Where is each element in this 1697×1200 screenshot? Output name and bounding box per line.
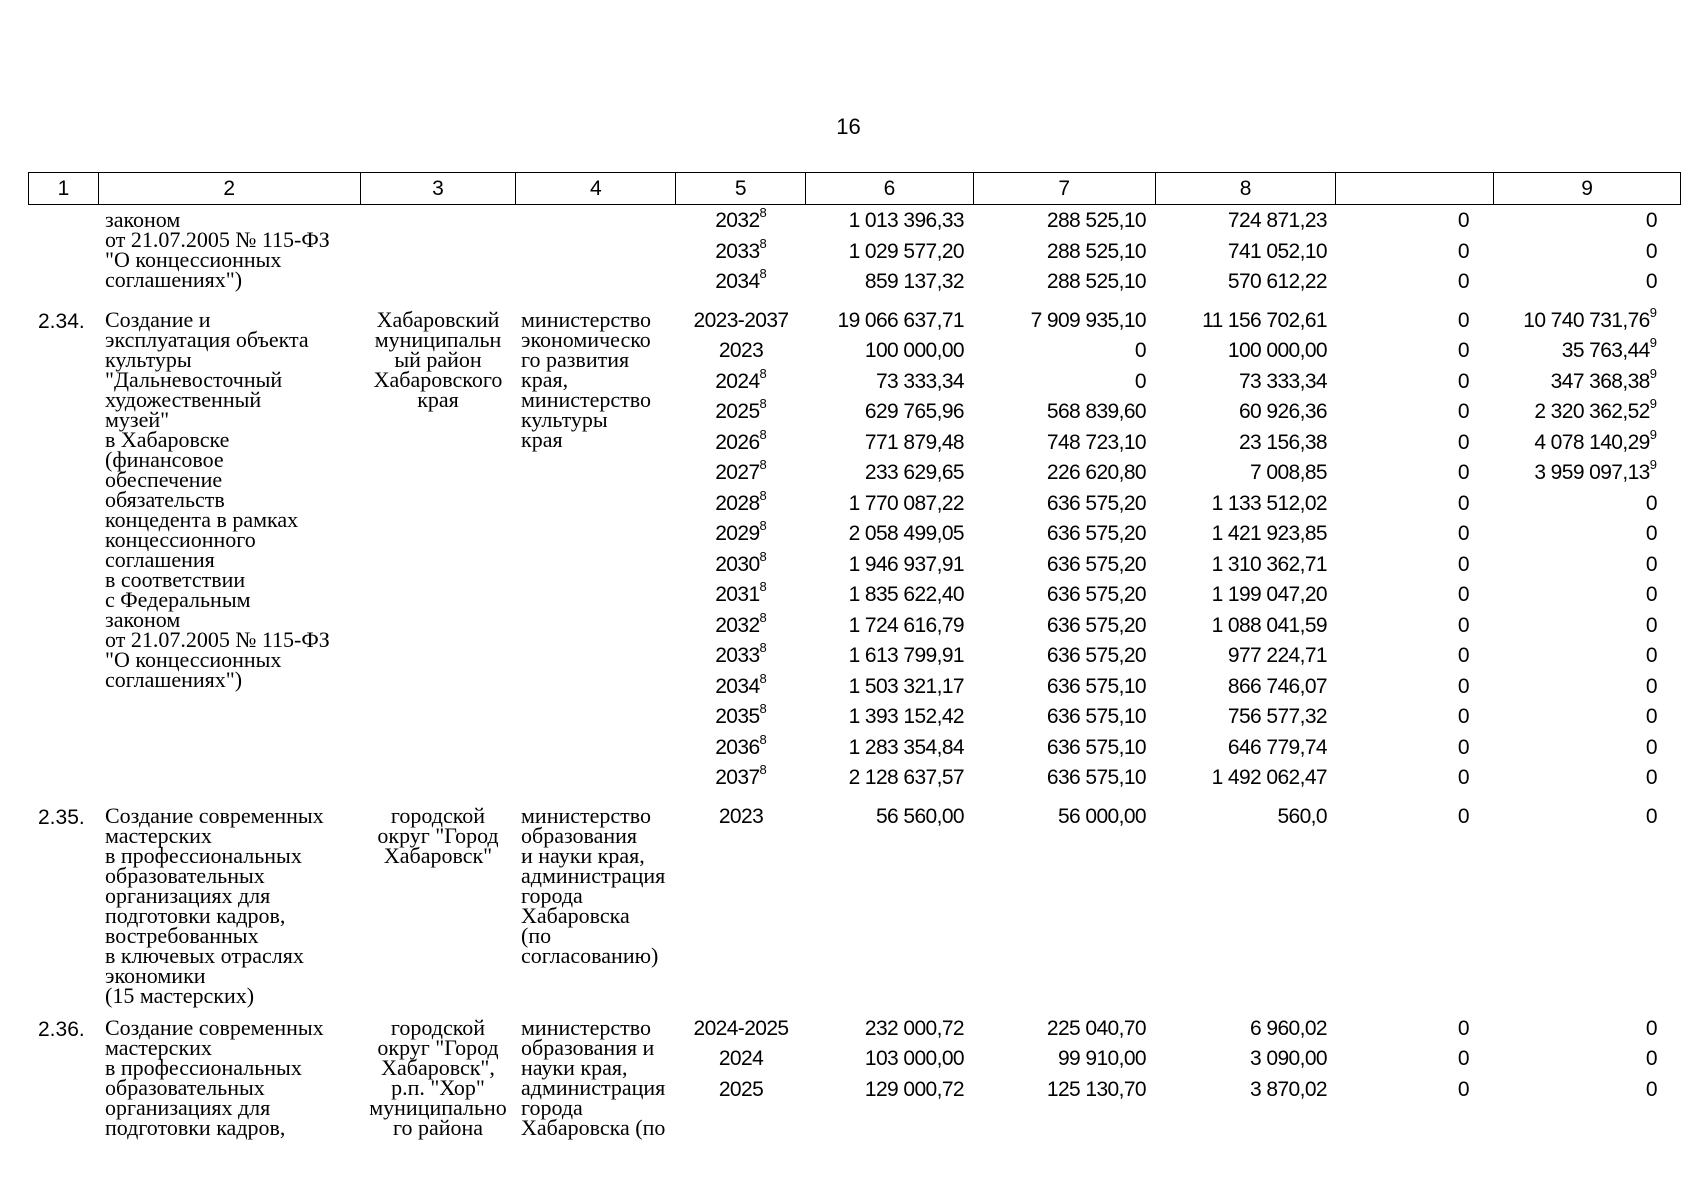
federal-cell: 0	[1134, 369, 1146, 393]
extra-value: 0	[1645, 1047, 1657, 1071]
local-cell: 0	[1457, 491, 1469, 515]
extra-value: 0	[1645, 522, 1657, 546]
local-cell: 0	[1457, 1047, 1469, 1071]
year-cell	[676, 205, 806, 233]
federal-cell: 636 575,10	[1046, 674, 1146, 698]
year-footnote: 8	[759, 609, 767, 625]
federal-cell: 0	[1134, 339, 1146, 363]
total-cell: 1 393 152,42	[848, 705, 964, 729]
year-footnote: 8	[759, 365, 767, 381]
year-value: 2029	[715, 522, 760, 546]
responsible-executor	[516, 206, 676, 210]
year-footnote: 8	[759, 487, 767, 503]
year-footnote: 8	[759, 235, 767, 251]
regional-cell: 1 088 041,59	[1211, 613, 1327, 637]
year-value: 2034	[715, 674, 760, 698]
federal-cell: 125 130,70	[1046, 1077, 1146, 1101]
federal-cell: 636 575,10	[1046, 766, 1146, 790]
table-row	[676, 641, 1681, 672]
local-cell: 0	[1457, 804, 1469, 828]
extra-cell	[1495, 805, 1681, 829]
extra-cell	[1495, 365, 1681, 394]
year-value: 2024-2025	[693, 1016, 789, 1040]
extra-footnote: 9	[1649, 365, 1657, 381]
extra-value: 0	[1645, 804, 1657, 828]
year-cell	[676, 609, 806, 638]
total-cell: 1 724 616,79	[848, 613, 964, 637]
regional-cell: 756 577,32	[1227, 705, 1327, 729]
extra-value: 10 740 731,76	[1523, 308, 1650, 332]
table-row	[676, 611, 1681, 642]
extra-cell	[1495, 457, 1681, 485]
extra-cell	[1495, 304, 1681, 333]
table-row	[676, 672, 1681, 703]
federal-cell: 636 575,20	[1046, 491, 1146, 515]
extra-footnote: 9	[1649, 335, 1657, 351]
federal-cell: 636 575,20	[1046, 552, 1146, 576]
measure-name: законом от 21.07.2005 № 115-ФЗ "О концессионных соглашениях")	[105, 207, 330, 292]
extra-value: 0	[1645, 239, 1657, 263]
federal-cell: 226 620,80	[1046, 461, 1146, 485]
table-row	[676, 397, 1681, 428]
local-cell: 0	[1457, 1077, 1469, 1101]
year-value: 2033	[715, 644, 760, 668]
local-cell: 0	[1457, 552, 1469, 576]
extra-footnote: 9	[1649, 396, 1657, 412]
table-row	[676, 1044, 1681, 1075]
year-footnote: 8	[759, 426, 767, 442]
extra-value: 0	[1645, 552, 1657, 576]
header-col-7: 7	[974, 173, 1156, 204]
extra-cell	[1495, 736, 1681, 760]
year-value: 2023	[718, 804, 764, 828]
year-cell	[676, 339, 806, 363]
regional-cell: 560,0	[1277, 804, 1327, 828]
measure-name: Создание современных мастерских в профессиональных образовательных организациях для подготовки кадров, востребованных в ключевых отраслях экономики (15 мастерских)	[105, 802, 324, 1008]
extra-cell	[1495, 553, 1681, 577]
extra-value: 0	[1645, 1016, 1657, 1040]
funding-rows	[676, 306, 1681, 794]
year-footnote: 8	[759, 266, 767, 282]
year-cell	[676, 266, 806, 294]
table-header	[28, 172, 1681, 205]
extra-cell	[1495, 522, 1681, 546]
local-cell: 0	[1457, 400, 1469, 424]
year-cell	[676, 731, 806, 760]
year-cell	[676, 487, 806, 516]
extra-value: 347 368,38	[1550, 369, 1650, 393]
year-value: 2034	[715, 270, 760, 294]
year-value: 2032	[715, 209, 760, 233]
measure-name: Создание современных мастерских в профессиональных образовательных организациях для подготовки кадров,	[105, 1014, 324, 1140]
federal-cell: 225 040,70	[1046, 1016, 1146, 1040]
regional-cell: 1 421 923,85	[1211, 522, 1327, 546]
local-cell: 0	[1457, 705, 1469, 729]
local-cell: 0	[1457, 339, 1469, 363]
table-row	[676, 550, 1681, 581]
year-footnote: 8	[759, 579, 767, 595]
local-cell: 0	[1457, 644, 1469, 668]
responsible-executor: министерство образования и науки края, администрация города Хабаровска (по	[521, 1014, 666, 1140]
total-cell: 1 835 622,40	[848, 583, 964, 607]
year-value: 2036	[715, 735, 760, 759]
table-row	[676, 1075, 1681, 1106]
header-col-2: 2	[99, 173, 361, 204]
total-cell: 1 283 354,84	[848, 735, 964, 759]
header-col-1: 1	[29, 173, 99, 204]
table-row	[676, 367, 1681, 398]
extra-value: 0	[1645, 644, 1657, 668]
total-cell: 629 765,96	[864, 400, 964, 424]
regional-cell: 724 871,23	[1227, 209, 1327, 233]
year-cell	[676, 518, 806, 546]
total-cell: 2 058 499,05	[848, 522, 964, 546]
local-cell: 0	[1457, 461, 1469, 485]
extra-value: 2 320 362,52	[1534, 400, 1650, 424]
extra-cell	[1495, 426, 1681, 455]
total-cell: 1 503 321,17	[848, 674, 964, 698]
extra-cell	[1495, 644, 1681, 668]
total-cell: 129 000,72	[864, 1077, 964, 1101]
total-cell: 73 333,34	[875, 369, 964, 393]
extra-cell	[1495, 614, 1681, 638]
year-cell	[676, 457, 806, 485]
year-cell	[676, 640, 806, 668]
total-cell: 103 000,00	[864, 1047, 964, 1071]
local-cell: 0	[1457, 308, 1469, 332]
table-row	[676, 1014, 1681, 1045]
year-value: 2023	[718, 339, 764, 363]
local-cell: 0	[1457, 430, 1469, 454]
total-cell: 1 770 087,22	[848, 491, 964, 515]
federal-cell: 636 575,20	[1046, 583, 1146, 607]
table-group	[28, 206, 1681, 298]
federal-cell: 636 575,10	[1046, 705, 1146, 729]
federal-cell: 99 910,00	[1057, 1047, 1146, 1071]
federal-cell: 288 525,10	[1046, 239, 1146, 263]
extra-footnote: 9	[1649, 426, 1657, 442]
regional-cell: 1 199 047,20	[1211, 583, 1327, 607]
table-body	[28, 206, 1681, 1138]
table-row	[676, 763, 1681, 794]
extra-value: 0	[1645, 674, 1657, 698]
regional-cell: 741 052,10	[1227, 239, 1327, 263]
regional-cell: 23 156,38	[1238, 430, 1327, 454]
table-group	[28, 802, 1681, 1006]
local-cell: 0	[1457, 209, 1469, 233]
extra-footnote: 9	[1649, 457, 1657, 473]
year-footnote: 8	[759, 396, 767, 412]
extra-cell	[1495, 675, 1681, 699]
table-row	[676, 206, 1681, 237]
year-cell	[676, 805, 806, 829]
federal-cell: 636 575,20	[1046, 522, 1146, 546]
table-row	[676, 237, 1681, 268]
extra-cell	[1495, 1047, 1681, 1071]
row-number: 2.34.	[38, 309, 85, 333]
territory: городской округ "Город Хабаровск", р.п. "Хор" муниципально го района	[369, 1014, 507, 1140]
year-value: 2025	[715, 400, 760, 424]
regional-cell: 60 926,36	[1238, 400, 1327, 424]
header-col-4: 4	[516, 173, 676, 204]
local-cell: 0	[1457, 522, 1469, 546]
territory: Хабаровский муниципальн ый район Хабаровского края	[373, 306, 503, 412]
regional-cell: 73 333,34	[1238, 369, 1327, 393]
header-col-6: 6	[806, 173, 974, 204]
funding-rows	[676, 1014, 1681, 1106]
measure-name: Создание и эксплуатация объекта культуры "Дальневосточный художественный музей" в Хабаровске (финансовое обеспечение обязательств концедента в рамках концессионного соглашения в соответствии с Федеральным законом от 21.07.2005 № 115-ФЗ "О концессионных соглашениях")	[105, 306, 330, 692]
local-cell: 0	[1457, 613, 1469, 637]
year-footnote: 8	[759, 701, 767, 717]
extra-value: 0	[1645, 766, 1657, 790]
total-cell: 100 000,00	[864, 339, 964, 363]
extra-value: 0	[1645, 613, 1657, 637]
year-cell	[676, 1078, 806, 1102]
year-cell	[676, 396, 806, 424]
extra-cell	[1495, 209, 1681, 233]
local-cell: 0	[1457, 369, 1469, 393]
regional-cell: 570 612,22	[1227, 270, 1327, 294]
year-cell	[676, 235, 806, 264]
regional-cell: 1 310 362,71	[1211, 552, 1327, 576]
local-cell: 0	[1457, 766, 1469, 790]
year-cell	[676, 670, 806, 699]
total-cell: 771 879,48	[864, 430, 964, 454]
federal-cell: 288 525,10	[1046, 209, 1146, 233]
year-value: 2023-2037	[693, 308, 789, 332]
regional-cell: 100 000,00	[1227, 339, 1327, 363]
federal-cell: 636 575,20	[1046, 613, 1146, 637]
table-row	[676, 702, 1681, 733]
table-row	[676, 336, 1681, 367]
regional-cell: 1 133 512,02	[1211, 491, 1327, 515]
table-row	[676, 428, 1681, 459]
year-cell	[676, 426, 806, 455]
extra-value: 0	[1645, 270, 1657, 294]
year-value: 2024	[718, 1047, 764, 1071]
regional-cell: 7 008,85	[1250, 461, 1327, 485]
year-value: 2033	[715, 239, 760, 263]
total-cell: 233 629,65	[864, 461, 964, 485]
federal-cell: 56 000,00	[1057, 804, 1146, 828]
extra-cell	[1495, 492, 1681, 516]
table-row	[676, 458, 1681, 489]
year-cell	[676, 579, 806, 607]
extra-value: 0	[1645, 735, 1657, 759]
year-value: 2024	[715, 369, 760, 393]
year-footnote: 8	[759, 548, 767, 564]
year-footnote: 8	[759, 762, 767, 778]
row-number: 2.36.	[38, 1017, 85, 1041]
regional-cell: 1 492 062,47	[1211, 766, 1327, 790]
total-cell: 1 946 937,91	[848, 552, 964, 576]
extra-value: 0	[1645, 491, 1657, 515]
regional-cell: 977 224,71	[1227, 644, 1327, 668]
total-cell: 2 128 637,57	[848, 766, 964, 790]
extra-cell	[1495, 583, 1681, 607]
year-value: 2035	[715, 705, 760, 729]
year-footnote: 8	[759, 670, 767, 686]
regional-cell: 3 090,00	[1250, 1047, 1327, 1071]
local-cell: 0	[1457, 583, 1469, 607]
regional-cell: 866 746,07	[1227, 674, 1327, 698]
year-value: 2030	[715, 552, 760, 576]
year-value: 2025	[718, 1077, 764, 1101]
year-value: 2031	[715, 583, 760, 607]
page-number: 16	[836, 114, 861, 139]
total-cell: 1 013 396,33	[848, 209, 964, 233]
extra-cell	[1495, 396, 1681, 424]
year-cell	[676, 548, 806, 577]
federal-cell: 568 839,60	[1046, 400, 1146, 424]
territory: городской округ "Город Хабаровск"	[377, 802, 499, 868]
year-cell	[676, 309, 806, 333]
extra-value: 0	[1645, 583, 1657, 607]
header-col-8: 8	[1156, 173, 1337, 204]
local-cell: 0	[1457, 270, 1469, 294]
regional-cell: 3 870,02	[1250, 1077, 1327, 1101]
table-row	[676, 267, 1681, 298]
table-row	[676, 580, 1681, 611]
table-row	[676, 802, 1681, 833]
extra-value: 35 763,44	[1561, 339, 1650, 363]
extra-cell	[1495, 766, 1681, 790]
regional-cell: 11 156 702,61	[1202, 308, 1327, 332]
total-cell: 56 560,00	[875, 804, 964, 828]
year-footnote: 8	[759, 205, 767, 221]
year-footnote: 8	[759, 731, 767, 747]
row-number: 2.35.	[38, 805, 85, 829]
responsible-executor: министерство образования и науки края, администрация города Хабаровска (по согласованию)	[521, 802, 666, 968]
extra-value: 0	[1645, 1077, 1657, 1101]
extra-value: 0	[1645, 705, 1657, 729]
federal-cell: 636 575,20	[1046, 644, 1146, 668]
header-col-blank	[1336, 173, 1494, 204]
table-row	[676, 489, 1681, 520]
federal-cell: 636 575,10	[1046, 735, 1146, 759]
year-cell	[676, 701, 806, 729]
year-footnote: 8	[759, 640, 767, 656]
responsible-executor: министерство экономическо го развития края, министерство культуры края	[521, 306, 652, 452]
table-row	[676, 306, 1681, 337]
year-value: 2028	[715, 491, 760, 515]
funding-rows	[676, 802, 1681, 833]
year-cell	[676, 365, 806, 394]
total-cell: 1 613 799,91	[848, 644, 964, 668]
header-col-5: 5	[676, 173, 806, 204]
extra-value: 4 078 140,29	[1534, 430, 1650, 454]
local-cell: 0	[1457, 239, 1469, 263]
extra-value: 3 959 097,13	[1534, 461, 1650, 485]
total-cell: 232 000,72	[864, 1016, 964, 1040]
year-cell	[676, 1047, 806, 1071]
regional-cell: 646 779,74	[1227, 735, 1327, 759]
federal-cell: 748 723,10	[1046, 430, 1146, 454]
year-footnote: 8	[759, 518, 767, 534]
year-footnote: 8	[759, 457, 767, 473]
table-group	[28, 1014, 1681, 1138]
extra-footnote: 9	[1649, 304, 1657, 320]
total-cell: 1 029 577,20	[848, 239, 964, 263]
federal-cell: 7 909 935,10	[1030, 308, 1146, 332]
extra-cell	[1495, 1017, 1681, 1041]
local-cell: 0	[1457, 735, 1469, 759]
federal-cell: 288 525,10	[1046, 270, 1146, 294]
year-value: 2026	[715, 430, 760, 454]
table-group	[28, 306, 1681, 794]
extra-cell	[1495, 705, 1681, 729]
row-number	[28, 206, 98, 209]
local-cell: 0	[1457, 1016, 1469, 1040]
extra-cell	[1495, 240, 1681, 264]
regional-cell: 6 960,02	[1250, 1016, 1327, 1040]
year-value: 2037	[715, 766, 760, 790]
table-row	[676, 519, 1681, 550]
table-row	[676, 733, 1681, 764]
header-col-3: 3	[361, 173, 517, 204]
extra-cell	[1495, 270, 1681, 294]
year-cell	[676, 762, 806, 790]
extra-cell	[1495, 335, 1681, 363]
territory	[360, 206, 516, 210]
year-value: 2032	[715, 613, 760, 637]
total-cell: 19 066 637,71	[837, 308, 964, 332]
year-value: 2027	[715, 461, 760, 485]
funding-rows	[676, 206, 1681, 298]
header-col-9: 9	[1581, 176, 1593, 200]
extra-cell	[1495, 1078, 1681, 1102]
year-cell	[676, 1017, 806, 1041]
total-cell: 859 137,32	[864, 270, 964, 294]
extra-value: 0	[1645, 209, 1657, 233]
local-cell: 0	[1457, 674, 1469, 698]
